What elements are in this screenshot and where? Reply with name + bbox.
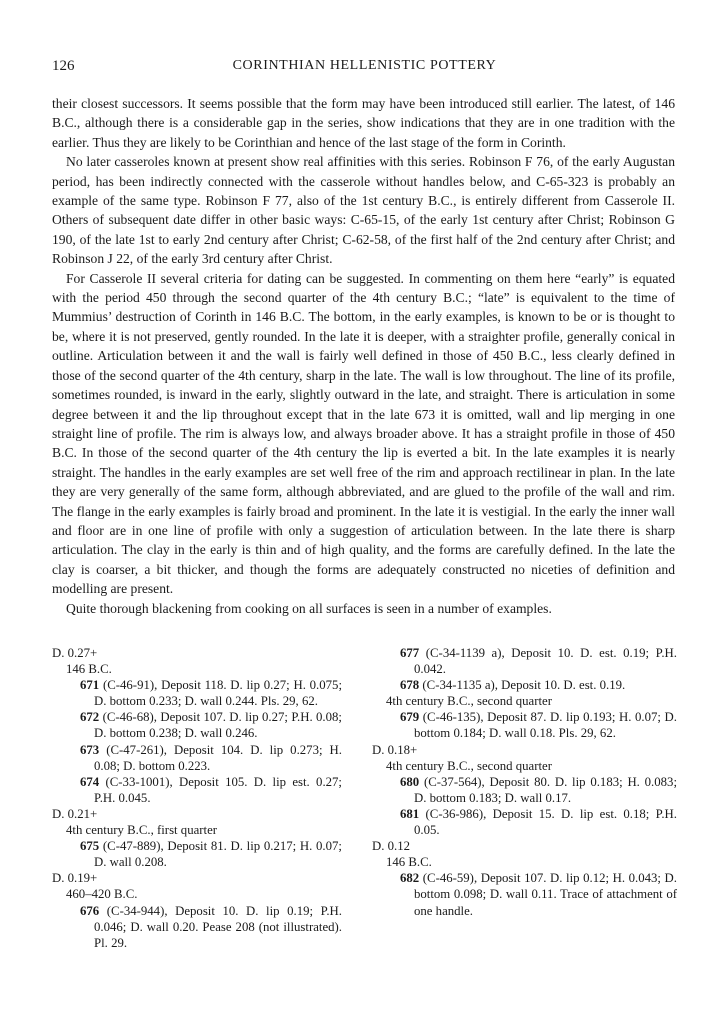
date-heading: 146 B.C. <box>386 855 432 870</box>
catalog-entry <box>372 870 677 918</box>
date-heading: 460–420 B.C. <box>66 887 138 902</box>
catalog-column-right <box>372 645 677 919</box>
catalog-entry <box>52 677 342 709</box>
catalog-entry <box>52 774 342 806</box>
date-heading: 4th century B.C., second quarter <box>386 694 552 709</box>
page-number: 126 <box>52 58 75 74</box>
catalog-entry <box>52 742 342 774</box>
catalog-number: 673 <box>80 742 100 757</box>
catalog-description: (C-36-986), Deposit 15. D. lip est. 0.18; P.H. 0.05. <box>414 806 677 838</box>
catalog-description: (C-34-1135 a), Deposit 10. D. est. 0.19. <box>419 678 626 693</box>
catalog-number: 672 <box>80 710 100 725</box>
catalog-entry <box>52 903 342 951</box>
catalog-description: (C-46-91), Deposit 118. D. lip 0.27; H. 0.075; D. bottom 0.233; D. wall 0.244. Pls. 29, 62. <box>94 678 342 709</box>
date-heading: 4th century B.C., second quarter <box>386 758 552 773</box>
date-heading: 146 B.C. <box>66 662 112 677</box>
page-header <box>52 58 677 80</box>
catalog-number: 678 <box>400 678 420 693</box>
paragraph: Quite thorough blackening from cooking on all surfaces is seen in a number of examples. <box>66 600 552 616</box>
catalog-description: (C-37-564), Deposit 80. D. lip 0.183; H. 0.083; D. bottom 0.183; D. wall 0.17. <box>414 774 677 805</box>
catalog-description: (C-47-889), Deposit 81. D. lip 0.217; H. 0.07; D. wall 0.208. <box>94 839 342 870</box>
catalog-description: (C-34-944), Deposit 10. D. lip 0.19; P.H. 0.046; D. wall 0.20. Pease 208 (not illustrated). Pl. 29. <box>94 903 342 950</box>
catalog-entry <box>372 645 677 677</box>
paragraph: No later casseroles known at present show real affinities with this series. Robinson F 76, of the early Augustan period, has been indirectly connected with the casserole without handles below, and C-65-323 is probably an example of the same type. Robinson F 77, also of the 1st century B.C., is entirely different from Casserole II. Others of subsequent date differ in other basic ways: C-65-15, of the early 1st century after Christ; Robinson G 190, of the late 1st to early 2nd century after Christ; C-62-58, of the first half of the 2nd century after Christ; and Robinson J 22, of the early 3rd century after Christ. <box>52 154 675 267</box>
catalog-entry <box>372 709 677 741</box>
catalog-number: 681 <box>400 806 420 821</box>
catalog-entry <box>52 709 342 741</box>
catalog-number: 679 <box>400 710 420 725</box>
catalog-number: 674 <box>80 774 100 789</box>
catalog-number: 677 <box>400 646 420 660</box>
catalog-number: 680 <box>400 774 420 789</box>
catalog-column-left <box>52 645 342 951</box>
catalog-entry <box>372 677 677 693</box>
catalog-description: (C-34-1139 a), Deposit 10. D. est. 0.19; P.H. 0.042. <box>414 646 677 677</box>
catalog-description: (C-46-135), Deposit 87. D. lip 0.193; H. 0.07; D. bottom 0.184; D. wall 0.18. Pls. 29, 62. <box>414 710 677 741</box>
catalog-number: 675 <box>80 839 100 854</box>
body-text <box>52 94 675 618</box>
catalog-description: (C-46-68), Deposit 107. D. lip 0.27; P.H. 0.08; D. bottom 0.238; D. wall 0.246. <box>94 710 342 741</box>
running-title: CORINTHIAN HELLENISTIC POTTERY <box>232 58 497 73</box>
diameter-group-heading: D. 0.18+ <box>372 742 418 757</box>
catalog-entry <box>372 806 677 838</box>
diameter-group-heading: D. 0.19+ <box>52 871 98 886</box>
catalog-number: 671 <box>80 678 100 693</box>
catalog-entry <box>372 774 677 806</box>
diameter-group-heading: D. 0.27+ <box>52 646 98 660</box>
paragraph: For Casserole II several criteria for dating can be suggested. In commenting on them here “early” is equated with the period 450 through the second quarter of the 4th century B.C.; “late” is equivalent to the time of Mummius’ destruction of Corinth in 146 B.C. The bottom, in the early examples, is known to be or is thought to be, where it is not preserved, gently rounded. In the late it is deeper, with a straighter profile, generally conical in outline. Articulation between it and the wall is fairly well defined in those of 450 B.C., less clearly defined in those of the second quarter of the 4th century, sharp in the late. The wall is low throughout. The line of its profile, sometimes rounded, is inward in the early, slightly outward in the late, and straight. There is articulation in some degree between it and the lip throughout except that in the late 673 it is omitted, wall and lip merging in one straight line of profile. The rim is always low, and always broader above. It has a straight profile in those of 450 B.C. In those of the second quarter of the 4th century the lip is everted a bit. In the late examples it is nearly straight. The handles in the early examples are set well free of the rim and approach rectilinear in plan. In the late they are very generally of the same form, although abbreviated, and are glued to the profile of the wall and rim. The flange in the early examples is fairly broad and prominent. In the late it is vestigial. In the early the inner wall and floor are in one line of profile with only a suggestion of articulation between. In the late there is sharp articulation. The clay in the early is thin and of high quality, and the forms are carefully defined. In the late the clay is coarser, a bit thicker, and though the forms are adequately constructed no niceties of definition and modelling are present. <box>52 270 675 597</box>
diameter-group-heading: D. 0.12 <box>372 839 411 854</box>
date-heading: 4th century B.C., first quarter <box>66 823 218 838</box>
catalog-description: (C-47-261), Deposit 104. D. lip 0.273; H. 0.08; D. bottom 0.223. <box>94 742 342 773</box>
catalog-description: (C-46-59), Deposit 107. D. lip 0.12; H. 0.043; D. bottom 0.098; D. wall 0.11. Trace of attachment of one handle. <box>414 871 677 918</box>
diameter-group-heading: D. 0.21+ <box>52 806 98 821</box>
catalog-description: (C-33-1001), Deposit 105. D. lip est. 0.27; P.H. 0.045. <box>94 774 342 805</box>
catalog-entry <box>52 838 342 870</box>
catalog-number: 676 <box>80 903 100 918</box>
catalog-number: 682 <box>400 871 420 886</box>
paragraph: their closest successors. It seems possible that the form may have been introduced still earlier. The latest, of 146 B.C., although there is a considerable gap in the series, show indications that they are in one tradition with the earlier. Thus they are likely to be Corinthian and hence of the last stage of the form in Corinth. <box>52 96 675 150</box>
